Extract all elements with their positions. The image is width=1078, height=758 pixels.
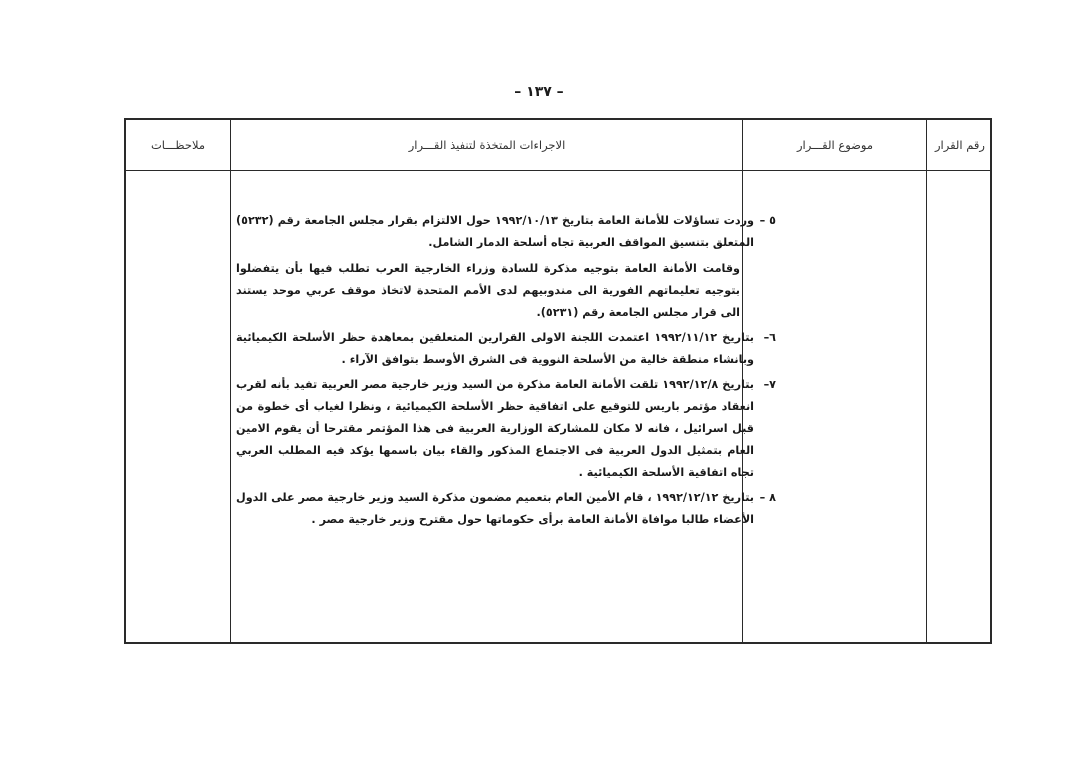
header-decision-number: رقم القرار xyxy=(935,138,985,152)
entry-5 xyxy=(236,210,776,254)
decisions-table xyxy=(124,118,992,644)
header-divider xyxy=(126,170,990,171)
entry-text: بتاريخ ١٩٩٢/١٢/١٢ ، قام الأمين العام بتعميم مضمون مذكرة السيد وزير خارجية مصر على الدول الأعضاء طالبا موافاة الأمانة العامة برأى حكوماتها حول مقترح وزير خارجية مصر . xyxy=(236,491,754,526)
entry-text: بتاريخ ١٩٩٢/١١/١٢ اعتمدت اللجنة الاولى القرارين المتعلقين بمعاهدة حظر الأسلحة الكيميائية وبانشاء منطقة خالية من الأسلحة النووية فى الشرق الأوسط بتوافق الآراء . xyxy=(236,331,754,366)
header-actions-taken: الاجراءات المتخذة لتنفيذ القـــرار xyxy=(408,138,566,152)
actions-content xyxy=(236,210,776,534)
entry-6 xyxy=(236,327,776,371)
entry-number: ٨ – xyxy=(759,491,776,504)
column-divider-notes xyxy=(230,120,231,642)
entry-number: ٧– xyxy=(763,378,776,391)
entry-text: بتاريخ ١٩٩٢/١٢/٨ تلقت الأمانة العامة مذكرة من السيد وزير خارجية مصر العربية تفيد بأنه لقرب انعقاد مؤتمر باريس للتوقيع على اتفاقية حظر الأسلحة الكيميائية ، ونظرا لغياب أى خطوة من قبل اسرائيل ، فانه لا مكان للمشاركة الوزارية العربية فى هذا المؤتمر مقترحا أن يقوم الامين العام بتمثيل الدول العربية فى الاجتماع المذكور والقاء بيان باسمها يؤكد فيه المطلب العربي تجاه اتفاقية الأسلحة الكيميائية . xyxy=(236,378,754,479)
column-divider-subject xyxy=(926,120,927,642)
header-decision-subject: موضوع القـــرار xyxy=(796,138,874,152)
entry-7 xyxy=(236,374,776,484)
entry-8 xyxy=(236,487,776,531)
entry-number: ٦– xyxy=(763,331,776,344)
entry-text: وقامت الأمانة العامة بتوجيه مذكرة للسادة وزراء الخارجية العرب تطلب فيها بأن يتفضلوا بتوجيه تعليماتهم الفورية الى مندوبيهم لدى الأمم المتحدة لاتخاذ موقف عربي موحد يستند الى قرار مجلس الجامعة رقم (٥٢٣١). xyxy=(236,262,740,319)
entry-5-continuation xyxy=(236,258,754,324)
header-notes: ملاحظـــات xyxy=(150,138,205,152)
entry-text: وردت تساؤلات للأمانة العامة بتاريخ ١٩٩٢/١٠/١٣ حول الالتزام بقرار مجلس الجامعة رقم (٥٢٣٢) المتعلق بتنسيق المواقف العربية تجاه أسلحة الدمار الشامل. xyxy=(236,214,754,249)
entry-number: ٥ – xyxy=(759,214,776,227)
page-number: – ١٣٧ – xyxy=(514,84,564,100)
